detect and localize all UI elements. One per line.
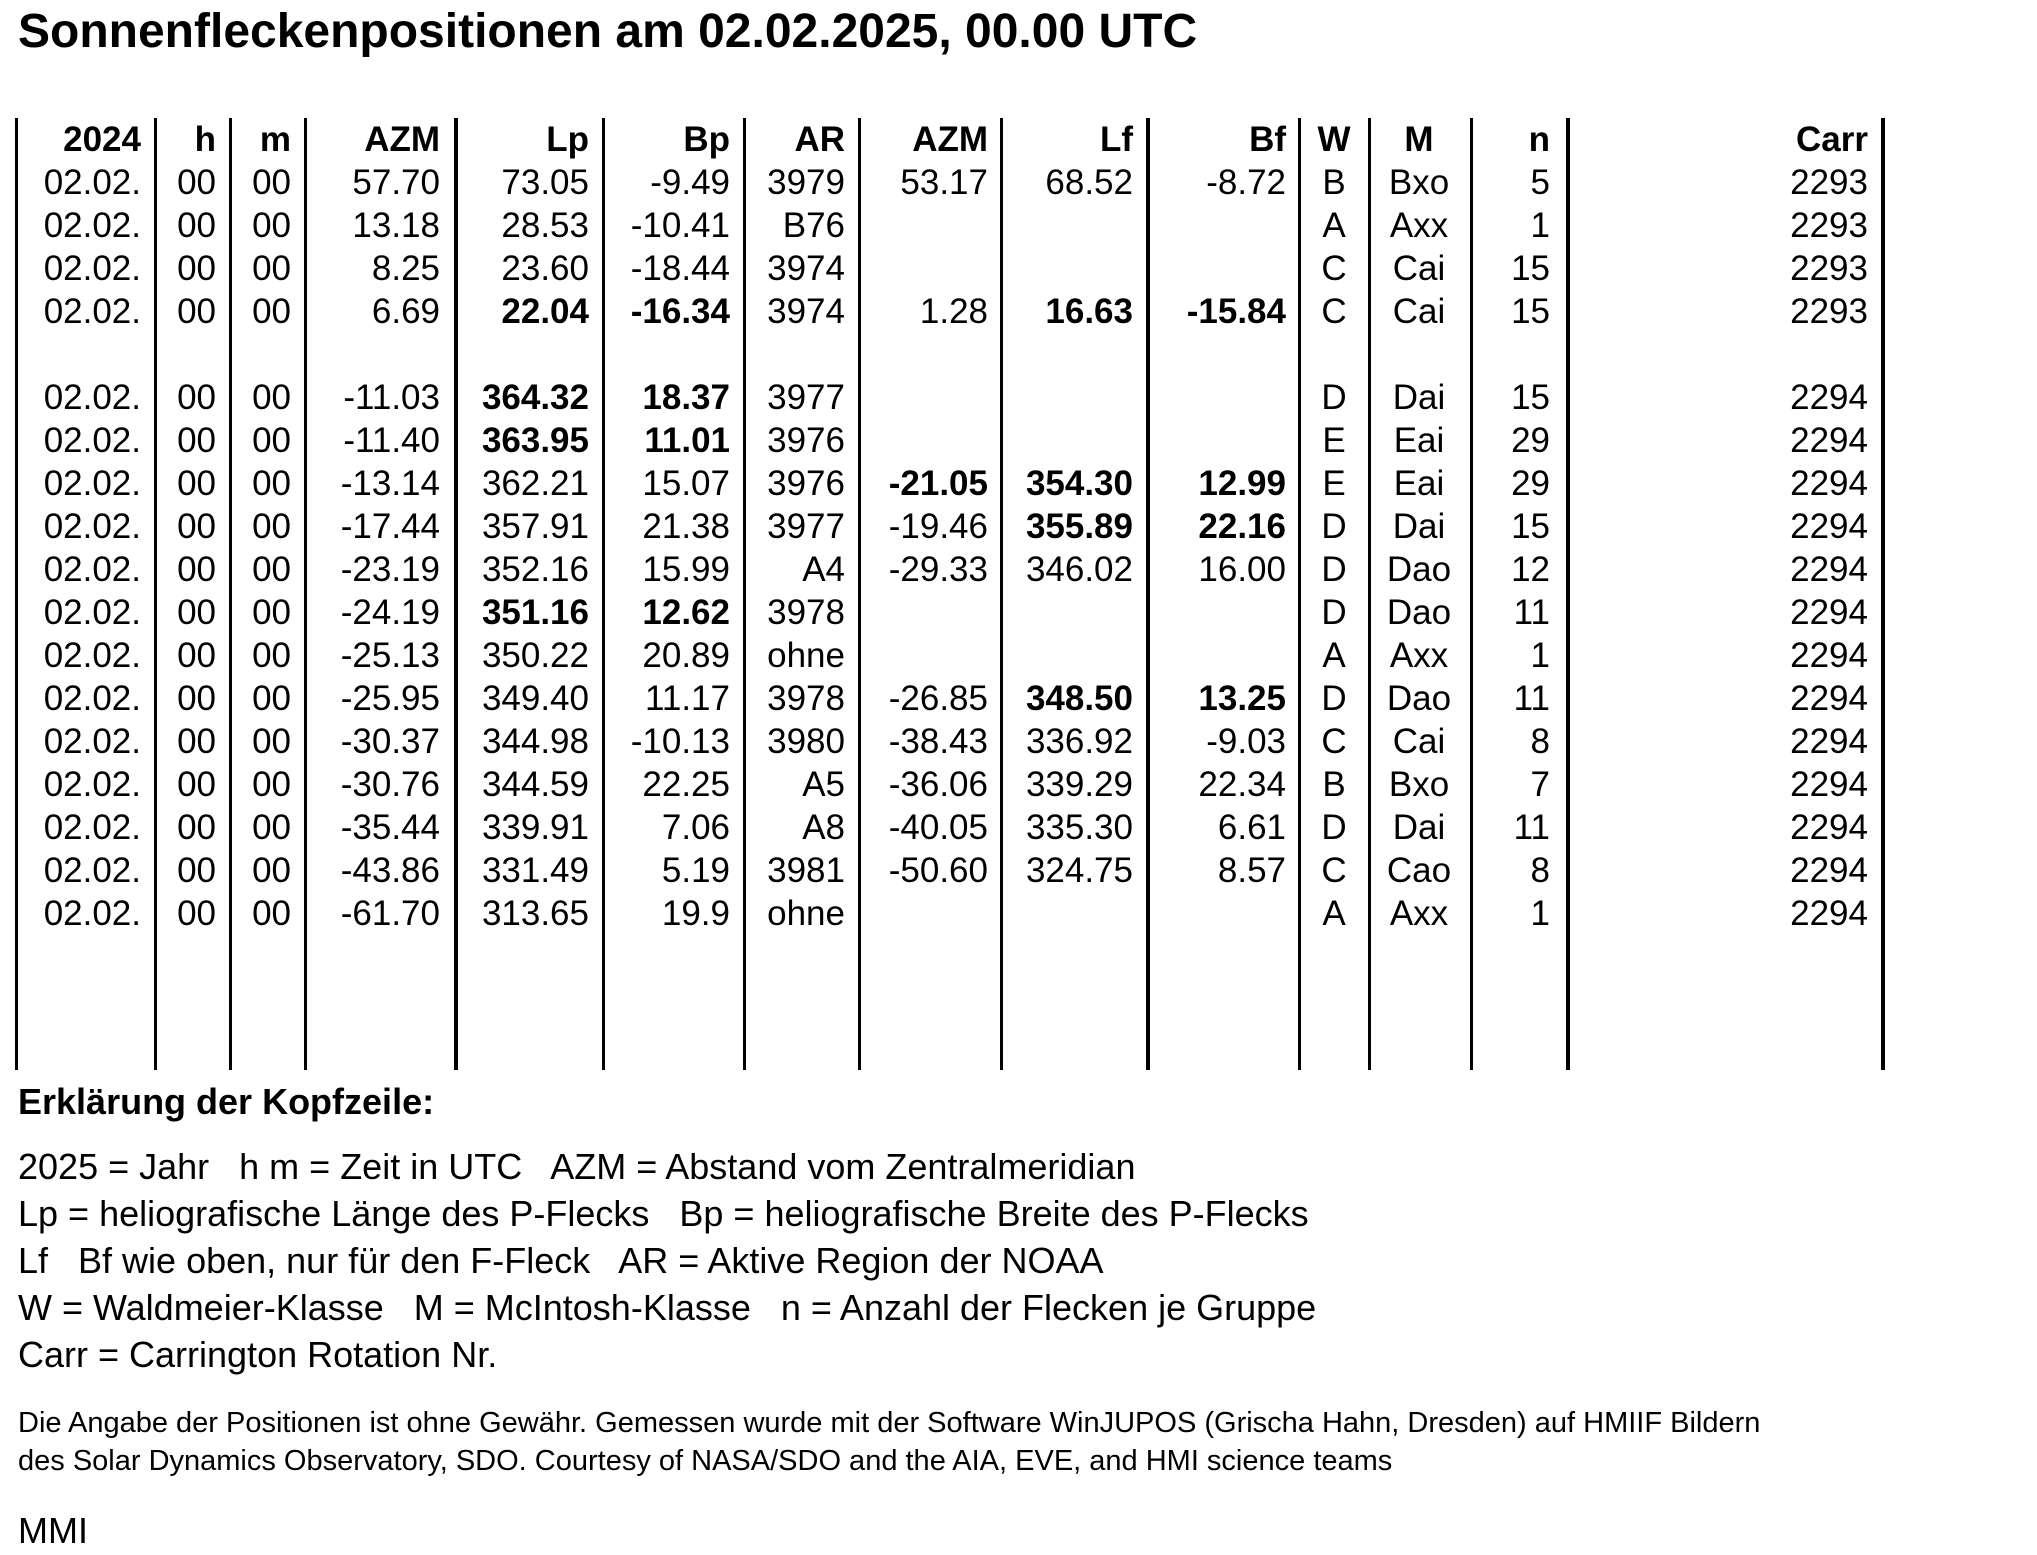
cell-m: Dai <box>1392 378 1446 417</box>
cell-year: 02.02. <box>43 550 141 589</box>
header-cell-minute: m <box>259 120 291 159</box>
cell-azm-p: -13.14 <box>340 464 440 503</box>
cell-n: 7 <box>1530 765 1550 804</box>
cell-azm-p: -11.40 <box>343 421 440 460</box>
cell-w: C <box>1321 722 1347 761</box>
cell-azm-p: -24.19 <box>340 593 440 632</box>
cell-minute: 00 <box>252 894 291 933</box>
cell-carr: 2294 <box>1790 636 1868 675</box>
cell-n: 5 <box>1530 163 1550 202</box>
cell-lf: 68.52 <box>1045 163 1133 202</box>
cell-hour: 00 <box>177 206 216 245</box>
cell-year: 02.02. <box>43 636 141 675</box>
cell-bp: 5.19 <box>661 851 730 890</box>
cell-lf: 336.92 <box>1025 722 1133 761</box>
cell-w: D <box>1321 378 1347 417</box>
cell-bp: -10.13 <box>630 722 730 761</box>
cell-m: Bxo <box>1388 765 1450 804</box>
cell-n: 29 <box>1511 464 1550 503</box>
cell-azm-p: -25.95 <box>340 679 440 718</box>
header-cell-carr: Carr <box>1796 120 1868 159</box>
cell-lp: 331.49 <box>481 851 589 890</box>
cell-lp: 344.98 <box>481 722 589 761</box>
cell-w: C <box>1321 249 1347 288</box>
table-header-row <box>0 118 2037 161</box>
cell-ar: 3977 <box>767 507 845 546</box>
cell-w: E <box>1322 421 1346 460</box>
cell-azm-p: 57.70 <box>352 163 440 202</box>
legend-heading: Erklärung der Kopfzeile: <box>18 1081 435 1122</box>
sunspot-table <box>0 118 2037 1070</box>
cell-w: A <box>1322 636 1346 675</box>
cell-lp: 363.95 <box>481 421 589 460</box>
cell-year: 02.02. <box>43 808 141 847</box>
cell-bf: 22.16 <box>1198 507 1286 546</box>
cell-azm-f <box>862 247 988 290</box>
cell-minute: 00 <box>252 421 291 460</box>
cell-minute: 00 <box>252 550 291 589</box>
cell-n: 11 <box>1513 593 1550 632</box>
cell-hour: 00 <box>177 464 216 503</box>
table-row <box>0 892 2037 935</box>
cell-bp: 21.38 <box>642 507 730 546</box>
cell-n: 1 <box>1530 206 1550 245</box>
cell-azm-f: 53.17 <box>900 163 988 202</box>
cell-year: 02.02. <box>43 292 141 331</box>
cell-lp: 22.04 <box>501 292 589 331</box>
cell-bf: 12.99 <box>1198 464 1286 503</box>
cell-m: Axx <box>1389 206 1449 245</box>
cell-azm-f <box>862 419 988 462</box>
cell-ar: 3977 <box>767 378 845 417</box>
cell-m: Dai <box>1392 808 1446 847</box>
cell-n: 8 <box>1530 722 1550 761</box>
header-cell-ar: AR <box>794 120 845 159</box>
cell-n: 15 <box>1511 507 1550 546</box>
cell-m: Cai <box>1392 249 1446 288</box>
cell-lf: 335.30 <box>1025 808 1133 847</box>
header-cell-m: M <box>1404 120 1434 159</box>
cell-m: Dao <box>1386 550 1452 589</box>
cell-minute: 00 <box>252 206 291 245</box>
cell-bf <box>1150 204 1286 247</box>
cell-w: A <box>1322 206 1346 245</box>
cell-minute: 00 <box>252 163 291 202</box>
cell-hour: 00 <box>177 851 216 890</box>
header-cell-azm-f: AZM <box>912 120 988 159</box>
table-row <box>0 677 2037 720</box>
cell-lf: 339.29 <box>1025 765 1133 804</box>
cell-minute: 00 <box>252 636 291 675</box>
table-row <box>0 763 2037 806</box>
cell-m: Dai <box>1392 507 1446 546</box>
cell-minute: 00 <box>252 507 291 546</box>
cell-azm-f: -50.60 <box>888 851 988 890</box>
cell-lp: 350.22 <box>481 636 589 675</box>
cell-bf <box>1150 419 1286 462</box>
cell-minute: 00 <box>252 679 291 718</box>
cell-n: 15 <box>1511 292 1550 331</box>
cell-lf: 16.63 <box>1045 292 1133 331</box>
cell-bp: -10.41 <box>630 206 730 245</box>
cell-year: 02.02. <box>43 421 141 460</box>
cell-carr: 2293 <box>1790 163 1868 202</box>
disclaimer-line: Die Angabe der Positionen ist ohne Gewähr. Gemessen wurde mit der Software WinJUPOS (Grischa Hahn, Dresden) auf HMIIF Bildern <box>18 1407 1761 1439</box>
cell-bp: 15.99 <box>642 550 730 589</box>
cell-hour: 00 <box>177 808 216 847</box>
cell-bp: -16.34 <box>630 292 730 331</box>
header-cell-lp: Lp <box>546 120 589 159</box>
cell-ar: 3978 <box>767 593 845 632</box>
table-row <box>0 204 2037 247</box>
cell-azm-p: -35.44 <box>340 808 440 847</box>
table-row <box>0 806 2037 849</box>
cell-w: C <box>1321 851 1347 890</box>
cell-bf: 13.25 <box>1198 679 1286 718</box>
cell-carr: 2293 <box>1790 206 1868 245</box>
legend <box>18 1075 1316 1378</box>
cell-ar: 3976 <box>767 464 845 503</box>
table-row <box>0 849 2037 892</box>
cell-azm-p: -17.44 <box>340 507 440 546</box>
cell-bp: 11.01 <box>644 421 730 460</box>
cell-m: Axx <box>1389 636 1449 675</box>
cell-m: Dao <box>1386 679 1452 718</box>
cell-year: 02.02. <box>43 206 141 245</box>
cell-n: 15 <box>1511 249 1550 288</box>
cell-w: D <box>1321 808 1347 847</box>
cell-hour: 00 <box>177 894 216 933</box>
cell-year: 02.02. <box>43 894 141 933</box>
author-signature: MMI <box>18 1510 88 1551</box>
cell-carr: 2294 <box>1790 421 1868 460</box>
cell-azm-f <box>862 591 988 634</box>
cell-ar: 3980 <box>767 722 845 761</box>
cell-bp: 18.37 <box>642 378 730 417</box>
cell-n: 12 <box>1511 550 1550 589</box>
cell-carr: 2294 <box>1790 593 1868 632</box>
header-cell-lf: Lf <box>1099 120 1133 159</box>
cell-year: 02.02. <box>43 851 141 890</box>
cell-bf <box>1150 892 1286 935</box>
cell-year: 02.02. <box>43 249 141 288</box>
header-cell-w: W <box>1317 120 1351 159</box>
cell-azm-p: 8.25 <box>371 249 440 288</box>
table-row <box>0 591 2037 634</box>
cell-ar: A8 <box>802 808 845 847</box>
cell-bp: 19.9 <box>661 894 730 933</box>
cell-hour: 00 <box>177 378 216 417</box>
table-row <box>0 462 2037 505</box>
cell-ar: 3974 <box>767 292 845 331</box>
cell-year: 02.02. <box>43 722 141 761</box>
cell-bp: 12.62 <box>642 593 730 632</box>
cell-bp: 20.89 <box>642 636 730 675</box>
cell-minute: 00 <box>252 808 291 847</box>
cell-bf <box>1150 376 1286 419</box>
cell-n: 1 <box>1530 636 1550 675</box>
table-row <box>0 290 2037 333</box>
cell-w: D <box>1321 507 1347 546</box>
cell-bp: -9.49 <box>650 163 730 202</box>
cell-azm-p: -11.03 <box>343 378 440 417</box>
cell-azm-p: 6.69 <box>371 292 440 331</box>
legend-line: Lf Bf wie oben, nur für den F-Fleck AR = Aktive Region der NOAA <box>18 1240 1104 1281</box>
cell-azm-p: -30.76 <box>340 765 440 804</box>
cell-azm-f <box>862 634 988 677</box>
cell-lf: 355.89 <box>1025 507 1133 546</box>
cell-azm-p: -30.37 <box>340 722 440 761</box>
table-row <box>0 505 2037 548</box>
cell-year: 02.02. <box>43 163 141 202</box>
cell-azm-p: -25.13 <box>340 636 440 675</box>
cell-hour: 00 <box>177 722 216 761</box>
cell-n: 29 <box>1511 421 1550 460</box>
cell-n: 11 <box>1513 679 1550 718</box>
cell-m: Eai <box>1393 464 1445 503</box>
cell-w: B <box>1322 765 1346 804</box>
cell-lf: 346.02 <box>1025 550 1133 589</box>
cell-ar: 3981 <box>767 851 845 890</box>
cell-azm-f: -21.05 <box>888 464 988 503</box>
cell-azm-f <box>862 892 988 935</box>
cell-lp: 339.91 <box>481 808 589 847</box>
cell-minute: 00 <box>252 292 291 331</box>
cell-bp: 15.07 <box>642 464 730 503</box>
cell-azm-f: -36.06 <box>888 765 988 804</box>
cell-ar: 3979 <box>767 163 845 202</box>
cell-hour: 00 <box>177 421 216 460</box>
cell-minute: 00 <box>252 722 291 761</box>
cell-lf <box>1004 591 1133 634</box>
cell-azm-p: 13.18 <box>352 206 440 245</box>
table-row <box>0 634 2037 677</box>
cell-hour: 00 <box>177 765 216 804</box>
cell-carr: 2294 <box>1790 765 1868 804</box>
cell-lf <box>1004 247 1133 290</box>
cell-bf <box>1150 634 1286 677</box>
table-row <box>0 247 2037 290</box>
cell-bf <box>1150 247 1286 290</box>
cell-w: A <box>1322 894 1346 933</box>
cell-minute: 00 <box>252 464 291 503</box>
cell-azm-f <box>862 204 988 247</box>
cell-lf <box>1004 634 1133 677</box>
cell-lp: 349.40 <box>481 679 589 718</box>
header-cell-azm-p: AZM <box>364 120 440 159</box>
cell-lp: 357.91 <box>481 507 589 546</box>
table-row <box>0 376 2037 419</box>
cell-lp: 352.16 <box>481 550 589 589</box>
table-row <box>0 548 2037 591</box>
cell-lp: 344.59 <box>481 765 589 804</box>
cell-carr: 2294 <box>1790 378 1868 417</box>
cell-lf: 324.75 <box>1025 851 1133 890</box>
cell-lf <box>1004 892 1133 935</box>
cell-carr: 2294 <box>1790 894 1868 933</box>
cell-m: Cai <box>1392 292 1446 331</box>
cell-lf: 348.50 <box>1025 679 1133 718</box>
header-cell-year: 2024 <box>63 120 141 159</box>
cell-carr: 2294 <box>1790 550 1868 589</box>
cell-hour: 00 <box>177 550 216 589</box>
cell-bf: 8.57 <box>1217 851 1286 890</box>
cell-minute: 00 <box>252 249 291 288</box>
cell-hour: 00 <box>177 163 216 202</box>
cell-year: 02.02. <box>43 679 141 718</box>
cell-year: 02.02. <box>43 378 141 417</box>
cell-ar: 3976 <box>767 421 845 460</box>
cell-ar: 3974 <box>767 249 845 288</box>
cell-bf: 16.00 <box>1198 550 1286 589</box>
cell-w: E <box>1322 464 1346 503</box>
cell-bf: -8.72 <box>1206 163 1286 202</box>
cell-hour: 00 <box>177 593 216 632</box>
cell-azm-f: -29.33 <box>888 550 988 589</box>
cell-azm-f: -19.46 <box>888 507 988 546</box>
cell-lf: 354.30 <box>1025 464 1133 503</box>
cell-carr: 2294 <box>1790 679 1868 718</box>
cell-carr: 2294 <box>1790 808 1868 847</box>
cell-carr: 2294 <box>1790 722 1868 761</box>
cell-lp: 351.16 <box>481 593 589 632</box>
disclaimer <box>18 1404 1760 1480</box>
cell-ar: A4 <box>802 550 845 589</box>
cell-azm-f: -26.85 <box>888 679 988 718</box>
cell-bf: 22.34 <box>1198 765 1286 804</box>
cell-ar: A5 <box>802 765 845 804</box>
cell-bp: -18.44 <box>630 249 730 288</box>
cell-w: C <box>1321 292 1347 331</box>
cell-minute: 00 <box>252 378 291 417</box>
cell-azm-f: -38.43 <box>888 722 988 761</box>
table-row <box>0 419 2037 462</box>
cell-lp: 23.60 <box>501 249 589 288</box>
cell-lp: 73.05 <box>501 163 589 202</box>
cell-carr: 2294 <box>1790 851 1868 890</box>
cell-lf <box>1004 419 1133 462</box>
cell-hour: 00 <box>177 636 216 675</box>
cell-carr: 2294 <box>1790 507 1868 546</box>
header-cell-bp: Bp <box>683 120 730 159</box>
cell-azm-f: -40.05 <box>888 808 988 847</box>
cell-azm-p: -43.86 <box>340 851 440 890</box>
cell-azm-f <box>862 376 988 419</box>
cell-n: 11 <box>1513 808 1550 847</box>
cell-w: D <box>1321 550 1347 589</box>
cell-ar: B76 <box>782 206 845 245</box>
table-row <box>0 720 2037 763</box>
cell-hour: 00 <box>177 679 216 718</box>
cell-ar: ohne <box>767 894 845 933</box>
cell-n: 8 <box>1530 851 1550 890</box>
cell-lf <box>1004 376 1133 419</box>
cell-azm-p: -61.70 <box>340 894 440 933</box>
cell-lp: 313.65 <box>481 894 589 933</box>
cell-carr: 2294 <box>1790 464 1868 503</box>
cell-bf: -9.03 <box>1206 722 1286 761</box>
legend-line: W = Waldmeier-Klasse M = McIntosh-Klasse n = Anzahl der Flecken je Gruppe <box>18 1287 1317 1328</box>
legend-line: Carr = Carrington Rotation Nr. <box>18 1334 498 1375</box>
table-row <box>0 161 2037 204</box>
cell-carr: 2293 <box>1790 292 1868 331</box>
page-title: Sonnenfleckenpositionen am 02.02.2025, 00.00 UTC <box>18 5 1198 58</box>
cell-n: 1 <box>1530 894 1550 933</box>
cell-bf <box>1150 591 1286 634</box>
cell-lp: 28.53 <box>501 206 589 245</box>
cell-minute: 00 <box>252 593 291 632</box>
cell-year: 02.02. <box>43 464 141 503</box>
cell-azm-p: -23.19 <box>340 550 440 589</box>
cell-minute: 00 <box>252 765 291 804</box>
cell-m: Cai <box>1392 722 1446 761</box>
cell-bf: 6.61 <box>1217 808 1286 847</box>
cell-ar: ohne <box>767 636 845 675</box>
cell-bp: 7.06 <box>661 808 730 847</box>
header-cell-n: n <box>1528 120 1550 159</box>
cell-m: Cao <box>1386 851 1452 890</box>
cell-lp: 364.32 <box>481 378 589 417</box>
legend-line: Lp = heliografische Länge des P-Flecks Bp = heliografische Breite des P-Flecks <box>18 1193 1309 1234</box>
cell-w: B <box>1322 163 1346 202</box>
cell-carr: 2293 <box>1790 249 1868 288</box>
cell-hour: 00 <box>177 292 216 331</box>
header-cell-bf: Bf <box>1249 120 1286 159</box>
cell-m: Bxo <box>1388 163 1450 202</box>
cell-m: Axx <box>1389 894 1449 933</box>
cell-bf: -15.84 <box>1186 292 1286 331</box>
cell-bp: 22.25 <box>642 765 730 804</box>
header-cell-hour: h <box>194 120 216 159</box>
cell-minute: 00 <box>252 851 291 890</box>
cell-w: D <box>1321 593 1347 632</box>
cell-lp: 362.21 <box>481 464 589 503</box>
disclaimer-line: des Solar Dynamics Observatory, SDO. Courtesy of NASA/SDO and the AIA, EVE, and HMI science teams <box>18 1445 1393 1477</box>
cell-hour: 00 <box>177 507 216 546</box>
cell-bp: 11.17 <box>645 679 730 718</box>
cell-m: Dao <box>1386 593 1452 632</box>
cell-ar: 3978 <box>767 679 845 718</box>
cell-azm-f: 1.28 <box>919 292 988 331</box>
cell-lf <box>1004 204 1133 247</box>
legend-line: 2025 = Jahr h m = Zeit in UTC AZM = Abstand vom Zentralmeridian <box>18 1146 1136 1187</box>
cell-n: 15 <box>1511 378 1550 417</box>
cell-w: D <box>1321 679 1347 718</box>
cell-year: 02.02. <box>43 765 141 804</box>
cell-m: Eai <box>1393 421 1445 460</box>
cell-hour: 00 <box>177 249 216 288</box>
cell-year: 02.02. <box>43 507 141 546</box>
cell-year: 02.02. <box>43 593 141 632</box>
